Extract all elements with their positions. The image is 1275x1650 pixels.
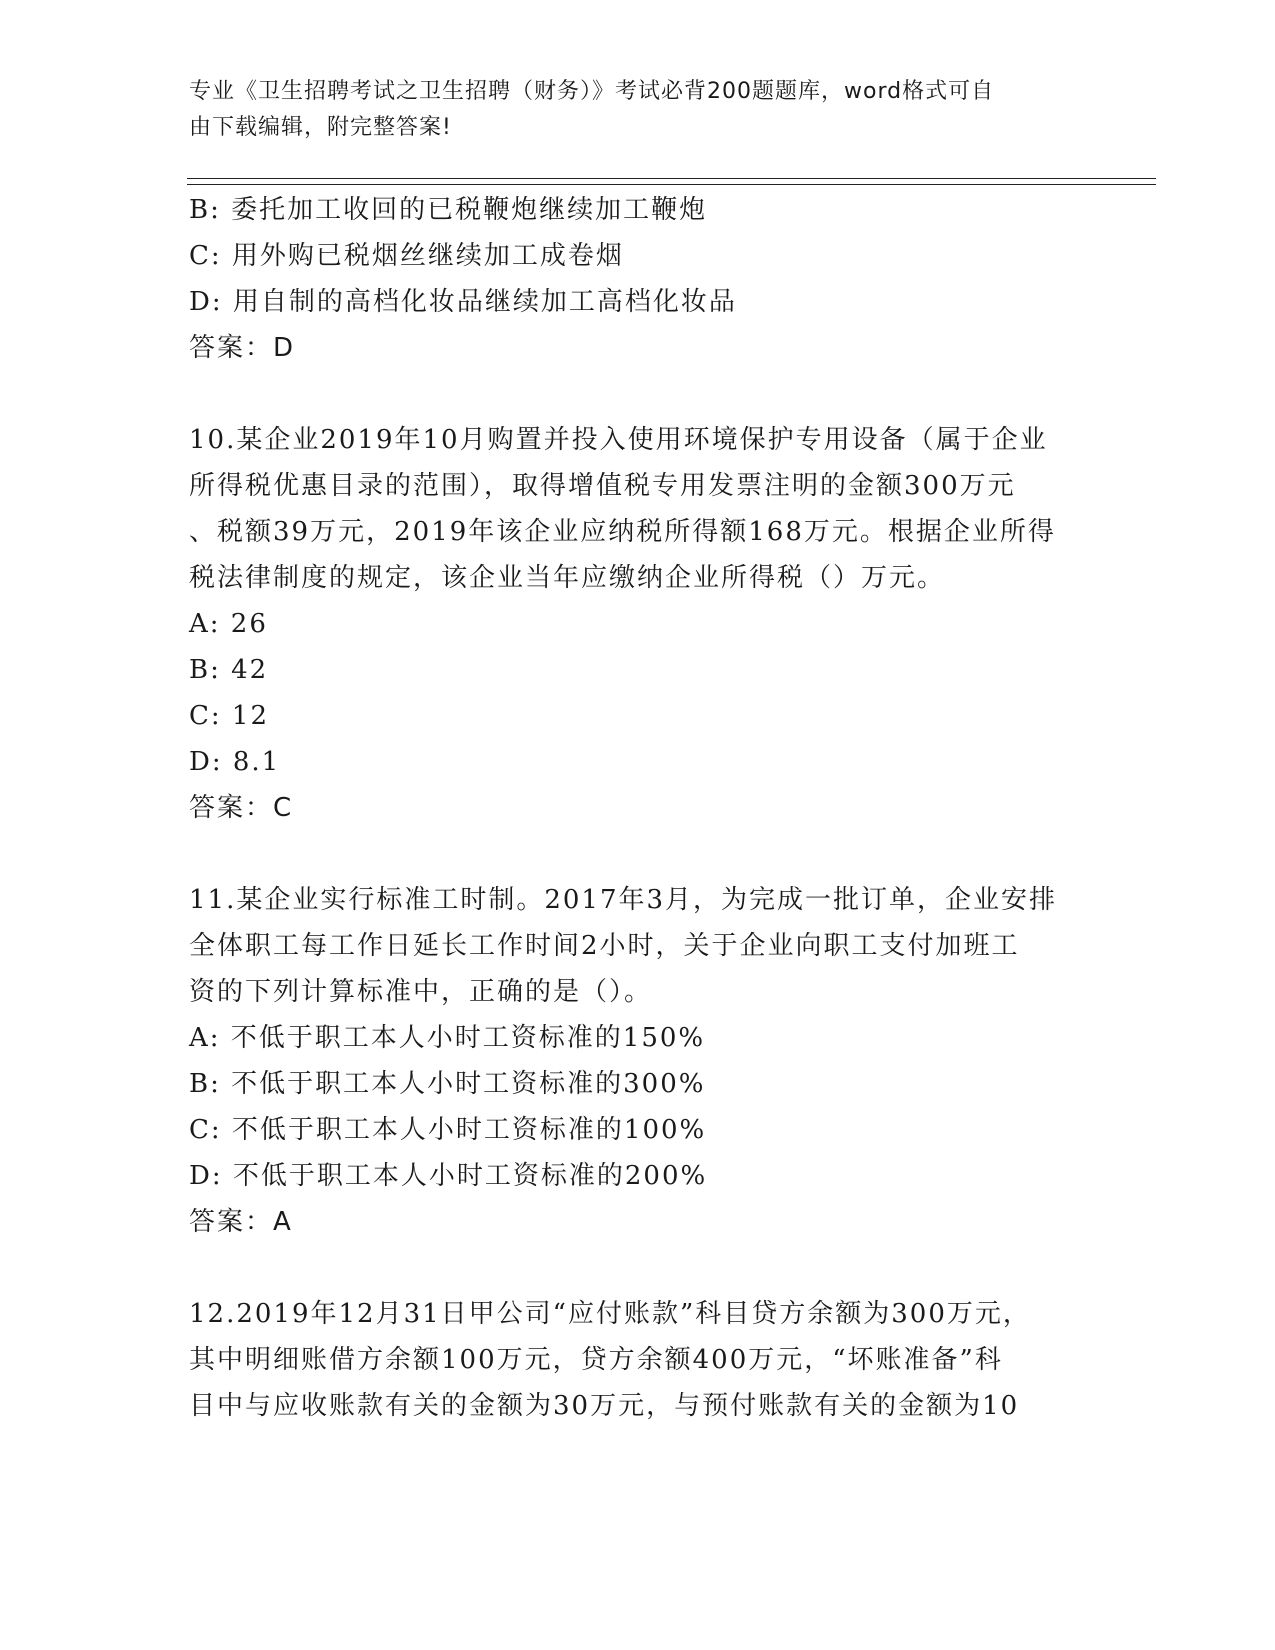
header-line-2: 由下载编辑，附完整答案! (189, 115, 452, 140)
option-c: C: 不低于职工本人小时工资标准的100% (189, 1115, 707, 1145)
question-text-line: 目中与应收账款有关的金额为30万元，与预付账款有关的金额为10 (189, 1391, 1020, 1421)
question-12 (189, 1291, 1089, 1429)
option-b: B: 委托加工收回的已税鞭炮继续加工鞭炮 (189, 195, 708, 225)
question-text-line: 全体职工每工作日延长工作时间2小时，关于企业向职工支付加班工 (189, 931, 1020, 961)
option-c: C: 12 (189, 701, 270, 731)
option-a: A: 不低于职工本人小时工资标准的150% (189, 1023, 706, 1053)
question-text-line: 资的下列计算标准中，正确的是（）。 (189, 977, 653, 1007)
option-a: A: 26 (189, 609, 268, 639)
option-c: C: 用外购已税烟丝继续加工成卷烟 (189, 241, 624, 271)
header-divider-bottom (187, 184, 1156, 185)
document-header (189, 74, 1089, 146)
option-d: D: 8.1 (189, 747, 281, 777)
option-b: B: 42 (189, 655, 269, 685)
document-body (189, 187, 1089, 1429)
question-text-line: 所得税优惠目录的范围），取得增值税专用发票注明的金额300万元 (189, 471, 1016, 501)
answer: 答案：D (189, 333, 296, 363)
spacer (189, 371, 1089, 417)
answer: 答案：C (189, 793, 294, 823)
option-d: D: 不低于职工本人小时工资标准的200% (189, 1161, 708, 1191)
header-line-1: 专业《卫生招聘考试之卫生招聘（财务）》考试必背200题题库，word格式可自 (189, 79, 995, 104)
option-b: B: 不低于职工本人小时工资标准的300% (189, 1069, 706, 1099)
question-text-line: 税法律制度的规定，该企业当年应缴纳企业所得税（）万元。 (189, 563, 946, 593)
question-text-line: 其中明细账借方余额100万元，贷方余额400万元，“坏账准备”科 (189, 1345, 1003, 1375)
question-text-line: 10.某企业2019年10月购置并投入使用环境保护专用设备（属于企业 (189, 425, 1048, 455)
question-9-continued (189, 187, 1089, 371)
question-text-line: 、税额39万元，2019年该企业应纳税所得额168万元。根据企业所得 (189, 517, 1056, 547)
spacer (189, 1245, 1089, 1291)
question-10 (189, 417, 1089, 831)
option-d: D: 用自制的高档化妆品继续加工高档化妆品 (189, 287, 737, 317)
answer: 答案：A (189, 1207, 293, 1237)
question-text-line: 12.2019年12月31日甲公司“应付账款”科目贷方余额为300万元， (189, 1299, 1031, 1329)
header-divider-top (187, 178, 1156, 179)
question-11 (189, 877, 1089, 1245)
spacer (189, 831, 1089, 877)
question-text-line: 11.某企业实行标准工时制。2017年3月，为完成一批订单，企业安排 (189, 885, 1058, 915)
